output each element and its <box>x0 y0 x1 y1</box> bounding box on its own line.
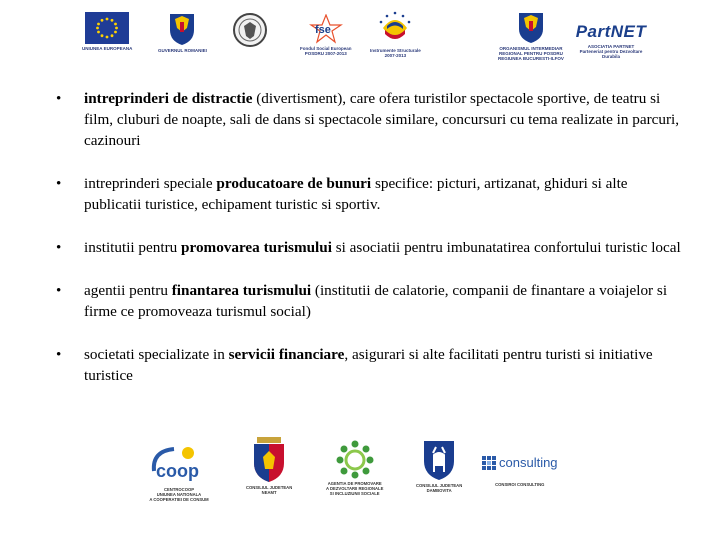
footer-logo-strip <box>78 435 648 525</box>
bullet-text <box>84 88 686 151</box>
partnet-wordmark: PartNET <box>575 22 647 41</box>
bullet-text <box>84 173 686 215</box>
bullet-text <box>84 344 686 386</box>
bullet-segment: agentii pentru <box>84 282 172 299</box>
oirposdru-coat-logo <box>498 10 564 61</box>
bullet-dot-icon: • <box>56 175 62 192</box>
neamt-council-logo <box>246 437 292 495</box>
bullet-bold-segment: finantarea turismului <box>171 282 312 299</box>
header-logo-strip <box>78 8 648 78</box>
logo-caption: Fondul Social European POSDRU 2007-2013 <box>300 46 352 56</box>
ministry-seal-logo <box>232 12 268 48</box>
bullet-dot-icon: • <box>56 90 62 107</box>
bullet-dot-icon: • <box>56 346 62 363</box>
bullet-item <box>56 237 686 258</box>
bullet-dot-icon: • <box>56 239 62 256</box>
bullet-text <box>84 280 686 322</box>
logo-caption: UNIUNEA EUROPEANA <box>82 46 133 51</box>
bullet-dot-icon: • <box>56 282 62 299</box>
bullet-segment: (institutii de calatorie, companii de finantare a voiajelor si firme ce promoveaza turismul social) <box>84 282 668 320</box>
logo-caption: ORGANISMUL INTERMEDIAR REGIONAL PENTRU POSDRU REGIUNEA BUCURESTI-ILFOV <box>498 46 564 61</box>
coat-of-arms-icon <box>167 10 197 46</box>
structural-star-icon <box>375 10 415 46</box>
logo-caption: CONSILIUL JUDETEAN NEAMT <box>246 485 293 495</box>
neamt-coat-icon <box>251 437 287 483</box>
consiroi-consulting-logo <box>482 455 558 487</box>
bullet-segment: (divertisment), care ofera turistilor spectacole sportive, de teatru si film, cluburi de noapte, sali de dans si spectacole similare, concursuri cu tema realizate in parcuri, cazinouri <box>84 90 680 149</box>
bullet-segment: intreprinderi speciale <box>84 175 217 192</box>
logo-caption: GUVERNUL ROMANIEI <box>158 48 207 53</box>
bullet-segment: specifice: picturi, artizanat, ghiduri si alte publicatii turistice, echipament turistic si sportiv. <box>84 175 628 213</box>
bullet-item <box>56 88 686 151</box>
logo-caption: Instrumente Structurale 2007-2013 <box>370 48 421 58</box>
logo-caption: AGENTIA DE PROMOVARE A DEZVOLTARII REGIONALE SI INCLUZIUNII SOCIALE <box>326 481 384 496</box>
fse-star-icon <box>306 14 346 44</box>
fse-logo <box>300 14 352 56</box>
logo-caption: CENTROCOOP UNIUNEA NATIONALA A COOPERATIEI DE CONSUM <box>149 487 209 502</box>
logo-caption: CONSIROI CONSULTING <box>495 482 545 487</box>
seal-icon <box>232 12 268 48</box>
bullet-bold-segment: producatoare de bunuri <box>216 175 372 192</box>
bullet-segment: societati specializate in <box>84 346 229 363</box>
dambovita-coat-icon <box>422 439 456 481</box>
eu-flag-logo <box>82 12 132 51</box>
logo-caption: CONSILIUL JUDETEAN DAMBOVITA <box>416 483 463 493</box>
coop-icon <box>148 443 210 485</box>
bullet-bold-segment: promovarea turismului <box>181 239 332 256</box>
structural-instruments-logo <box>370 10 421 58</box>
bullet-bold-segment: intreprinderi de distractie <box>84 90 253 107</box>
svg-text:fse: fse <box>314 24 331 36</box>
bullet-segment: si asociatii pentru imbunatatirea confortului turistic local <box>331 239 681 256</box>
bullet-item <box>56 344 686 386</box>
consulting-wordmark: consulting <box>499 455 558 470</box>
romania-coat-of-arms-logo <box>158 10 207 53</box>
coat-of-arms-icon <box>516 10 546 44</box>
bullet-segment: institutii pentru <box>84 239 182 256</box>
consulting-grid-icon <box>482 456 496 470</box>
bullet-text <box>84 237 686 258</box>
people-ring-icon <box>333 439 377 479</box>
coop-wordmark: coop <box>156 461 199 481</box>
dambovita-council-logo <box>416 439 462 493</box>
eu-flag-icon <box>85 12 129 44</box>
bullet-bold-segment: servicii financiare <box>228 346 345 363</box>
partnet-logo <box>574 22 648 59</box>
centrocoop-logo <box>148 443 210 502</box>
bullet-item <box>56 173 686 215</box>
bullet-item <box>56 280 686 322</box>
bullet-segment: , asigurari si alte facilitati pentru turisti si initiative turistice <box>84 346 653 384</box>
bullet-list <box>56 88 686 408</box>
logo-caption: ASOCIATIA PARTNET Parteneriat pentru Dezvoltare Durabila <box>579 44 643 59</box>
agency-promotion-logo <box>326 439 383 496</box>
